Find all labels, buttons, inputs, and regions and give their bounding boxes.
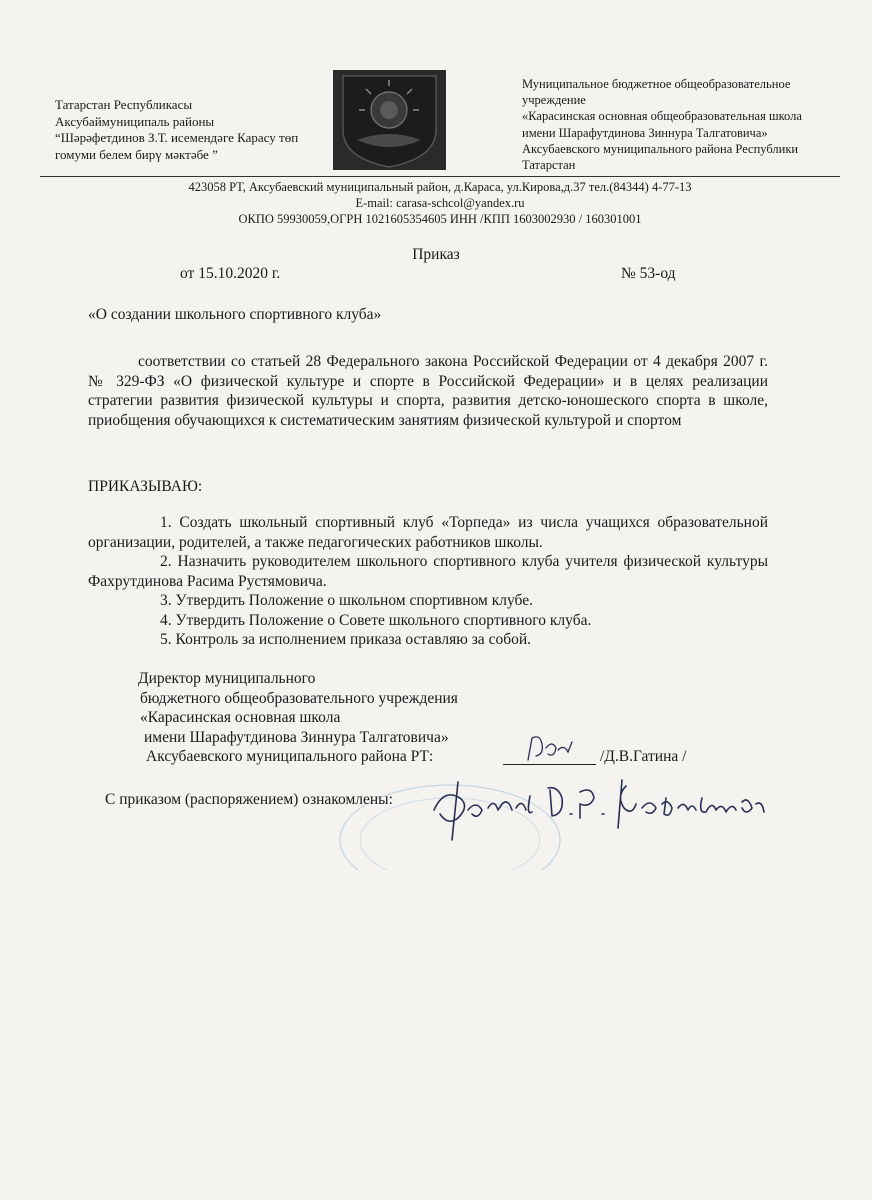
director-line: Аксубаевского муниципального района РТ: — [146, 748, 434, 765]
order-command: ПРИКАЗЫВАЮ: — [88, 478, 203, 495]
director-line: Директор муниципального — [138, 670, 316, 687]
director-line: бюджетного общеобразовательного учреждения — [140, 689, 458, 707]
acknowledgement-line: С приказом (распоряжением) ознакомлены: — [105, 791, 393, 808]
russian-line: Аксубаевского муниципального района Республики — [522, 141, 799, 156]
order-item: 1. Создать школьный спортивный клуб «Торпеда» из числа учащихся образовательной организации, родителей, а также педагогических работников школы. — [88, 514, 768, 551]
order-item: 2. Назначить руководителем школьного спортивного клуба учителя физической культуры Фахрутдинова Расима Рустямовича. — [88, 553, 768, 590]
russian-line: имени Шарафутдинова Зиннура Талгатовича» — [522, 125, 768, 140]
tatar-header — [55, 97, 298, 163]
order-item: 4. Утвердить Положение о Совете школьного спортивного клуба. — [160, 611, 592, 629]
order-item: 5. Контроль за исполнением приказа оставляю за собой. — [160, 631, 532, 648]
order-number: № 53-од — [621, 265, 676, 282]
coat-of-arms-emblem — [333, 70, 446, 170]
order-item: 3. Утвердить Положение о школьном спортивном клубе. — [160, 592, 533, 609]
russian-header — [522, 76, 844, 173]
email-line: E-mail: carasa-schcol@yandex.ru — [355, 196, 525, 210]
director-line: «Карасинская основная школа — [140, 709, 341, 726]
director-line: имени Шарафутдинова Зиннура Талгатовича» — [144, 728, 449, 746]
codes-line: ОКПО 59930059,ОГРН 1021605354605 ИНН /КПП 1603002930 / 160301001 — [238, 212, 642, 226]
order-items — [88, 513, 768, 650]
director-block — [138, 669, 458, 767]
russian-line: Муниципальное бюджетное общеобразовательное — [522, 77, 791, 91]
director-name: /Д.В.Гатина / — [600, 748, 687, 765]
handwritten-signature — [430, 768, 770, 848]
preamble-paragraph: соответствии со статьей 28 Федерального закона Российской Федерации от 4 декабря 2007 г. № 329-ФЗ «О физической культуре и спорте в Российской Федерации» и в целях реализации стратегии развития физической культуры и спорта, развития детско-юношеского спорта в школе, приобщения обучающихся к систематическим занятиям физической культурой и спортом — [88, 353, 768, 429]
order-title: Приказ — [412, 246, 460, 263]
signature-line — [503, 764, 596, 765]
russian-line: «Карасинская основная общеобразовательная школа — [522, 109, 802, 124]
tatar-line: гомуми белем бирү мәктәбе ” — [55, 146, 218, 162]
director-signature — [510, 730, 590, 766]
order-subject: «О создании школьного спортивного клуба» — [88, 306, 382, 323]
tatar-line: “Шәрәфетдинов З.Т. исемендәге Карасу төп — [55, 130, 299, 145]
tatar-line: Аксубаймуниципаль районы — [55, 113, 215, 129]
tatar-line: Татарстан Республикасы — [55, 97, 193, 112]
order-date: от 15.10.2020 г. — [180, 265, 281, 282]
address-line: 423058 РТ, Аксубаевский муниципальный район, д.Караса, ул.Кирова,д.37 тел.(84344) 4-77-13 — [188, 180, 692, 194]
russian-line: учреждение — [522, 93, 586, 108]
header-divider — [40, 176, 840, 177]
russian-line: Татарстан — [522, 158, 576, 173]
